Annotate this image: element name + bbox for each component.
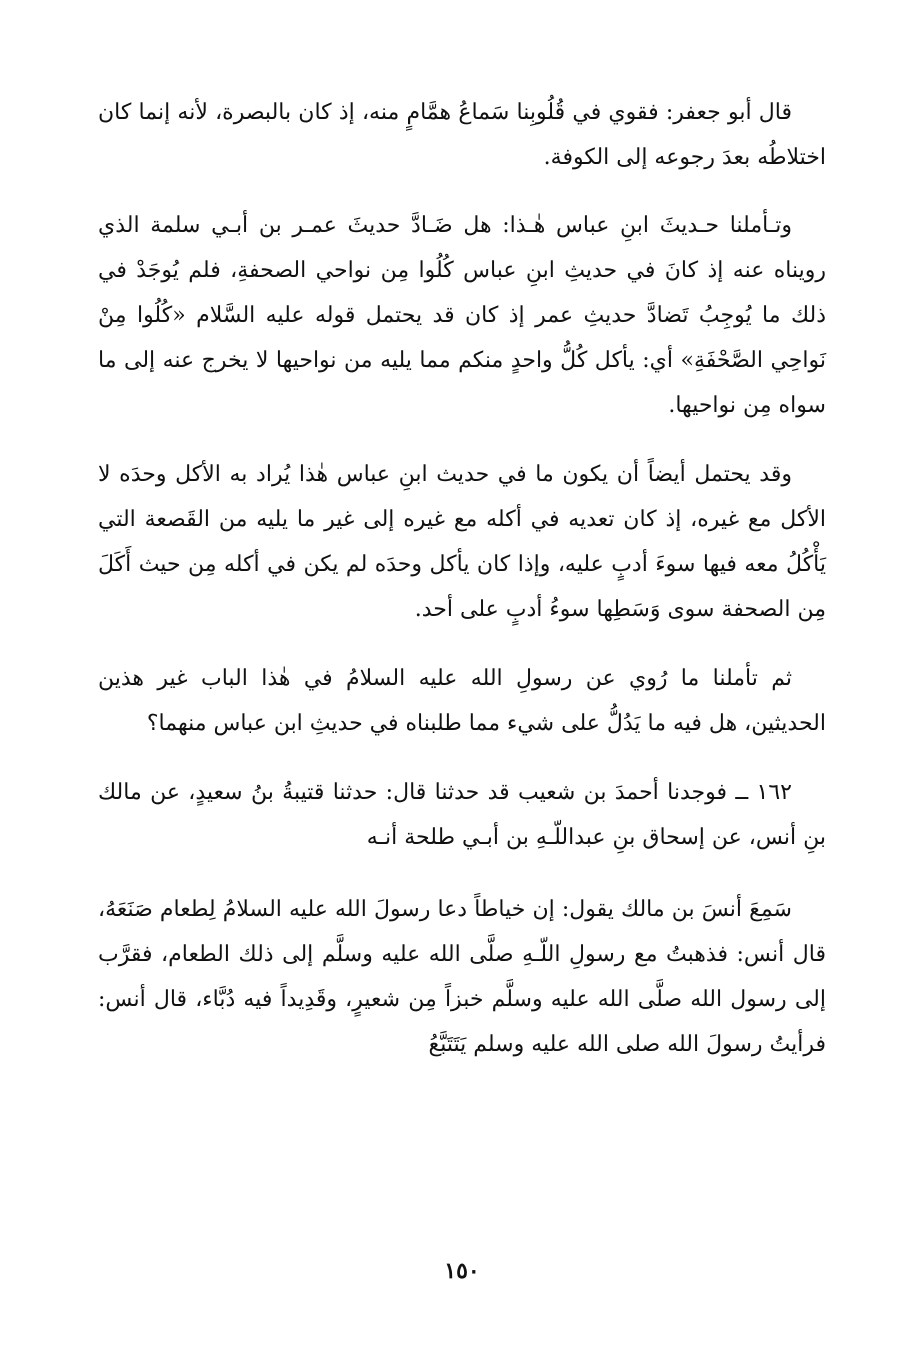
hadith-162-paragraph: ١٦٢ ــ فوجدنا أحمدَ بن شعيب قد حدثنا قال: حدثنا قتيبةُ بنُ سعيدٍ، عن مالك بنِ أنس، عن إسحاق بنِ عبداللّـهِ بن أبـي طلحة أنـه (98, 780, 826, 850)
paragraph-4: ثم تأملنا ما رُوي عن رسولِ الله عليه السلامُ في هٰذا الباب غير هذين الحديثين، هل فيه ما يَدُلُّ على شيء مما طلبناه في حديثِ ابن عباس منهما؟ (98, 666, 826, 736)
hadith-162-continuation: سَمِعَ أنسَ بن مالك يقول: إن خياطاً دعا رسولَ الله عليه السلامُ لِطعام صَنَعَهُ، قال أنس: فذهبتُ مع رسولِ اللّـهِ صلَّى الله عليه وسلَّم إلى ذلك الطعام، فقرَّب إلى رسول الله صلَّى الله عليه وسلَّم خبزاً مِن شعيرٍ، وقَدِيداً فيه دُبَّاء، قال أنس: فرأيتُ رسولَ الله صلى الله عليه وسلم يَتَتَبَّعُ (98, 897, 826, 1057)
paragraph-2: وتـأملنا حـديثَ ابنِ عباس هٰـذا: هل ضَـادَّ حديثَ عمـر بن أبـي سلمة الذي رويناه عنه إذ كانَ في حديثِ ابنِ عباس كُلُوا مِن نواحي الصحفةِ، فلم يُوجَدْ في ذلك ما يُوجِبُ تَضادَّ حديثِ عمر إذ كان قد يحتمل قوله عليه السَّلام «كُلُوا مِنْ نَواحِي الصَّحْفَةِ» أي: يأكل كُلُّ واحدٍ منكم مما يليه من نواحيها لا يخرج عنه إلى ما سواه مِن نواحيها. (98, 213, 826, 418)
page-number: ١٥٠ (444, 1258, 480, 1284)
book-page (98, 90, 826, 1290)
paragraph-3: وقد يحتمل أيضاً أن يكون ما في حديث ابنِ عباس هٰذا يُراد به الأكل وحدَه لا الأكل مع غيره، إذ كان تعديه في أكله مع غيره إلى غير ما يليه من القَصعة التي يَأْكُلُ معه فيها سوءَ أدبٍ عليه، وإذا كان يأكل وحدَه لم يكن في أكله مِن حيث أَكَلَ مِن الصحفة سوى وَسَطِها سوءُ أدبٍ على أحد. (98, 462, 826, 622)
paragraph-1: قال أبو جعفر: فقوي في قُلُوبِنا سَماعُ همَّامٍ منه، إذ كان بالبصرة، لأنه إنما كان اختلاطُه بعدَ رجوعه إلى الكوفة. (98, 100, 826, 170)
